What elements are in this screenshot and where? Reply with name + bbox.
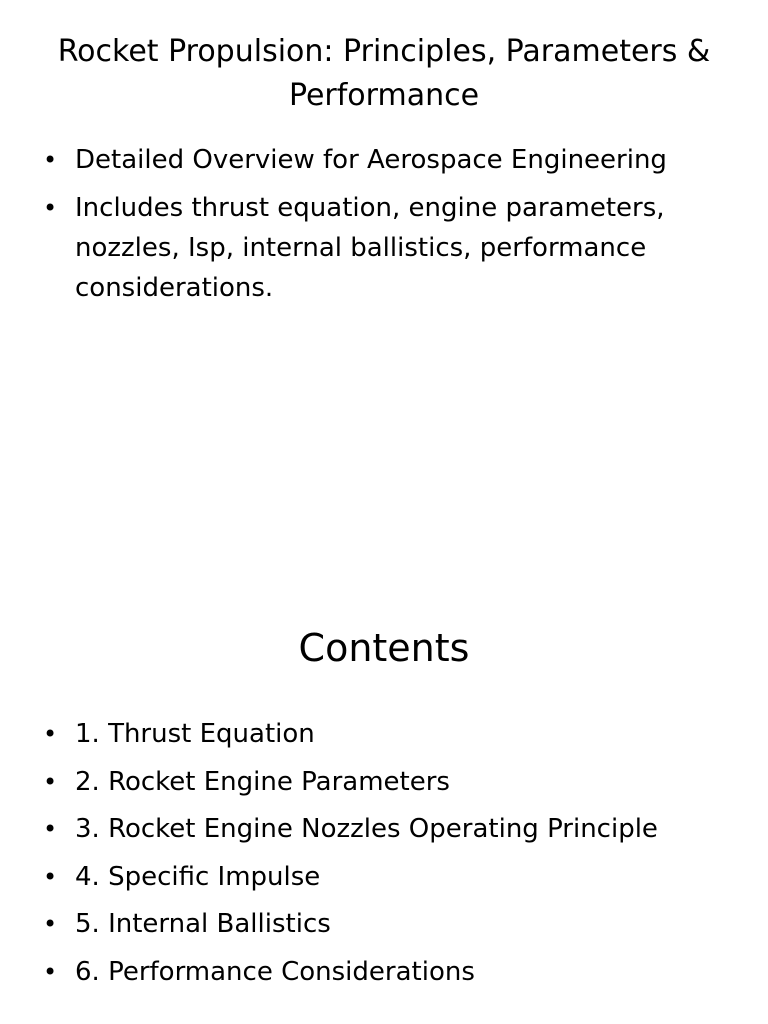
bullet-dot-icon: • xyxy=(43,146,58,174)
contents-item xyxy=(40,857,730,897)
contents-item-text: 5. Internal Ballistics xyxy=(75,909,331,939)
bullet-item xyxy=(40,188,730,308)
contents-item xyxy=(40,904,730,944)
slide-title: Rocket Propulsion: Principles, Parameters & Performance xyxy=(57,34,711,113)
contents-item-text: 6. Performance Considerations xyxy=(75,956,475,987)
contents-item-text: 2. Rocket Engine Parameters xyxy=(75,766,450,797)
bullet-dot-icon: • xyxy=(43,910,58,938)
bullet-dot-icon: • xyxy=(43,957,58,986)
slide-title: Contents xyxy=(298,626,470,670)
contents-item-text: 4. Specific Impulse xyxy=(75,861,321,892)
contents-item-text: 3. Rocket Engine Nozzles Operating Principle xyxy=(75,814,658,844)
contents-item xyxy=(40,714,730,754)
bullet-text: Includes thrust equation, engine parameters, nozzles, Isp, internal ballistics, performance considerations. xyxy=(75,193,665,303)
contents-slide xyxy=(0,576,768,1024)
bullet-dot-icon: • xyxy=(43,815,58,843)
bullet-dot-icon: • xyxy=(43,194,58,222)
bullet-dot-icon: • xyxy=(43,720,58,748)
contents-item-text: 1. Thrust Equation xyxy=(75,719,315,749)
bullet-text: Detailed Overview for Aerospace Engineering xyxy=(75,145,667,175)
bullet-item xyxy=(40,140,730,180)
contents-item xyxy=(40,952,730,992)
contents-item xyxy=(40,762,730,802)
contents-item xyxy=(40,809,730,849)
contents-list xyxy=(40,714,730,999)
bullet-list xyxy=(40,140,730,316)
bullet-dot-icon: • xyxy=(43,767,58,796)
bullet-dot-icon: • xyxy=(43,862,58,891)
